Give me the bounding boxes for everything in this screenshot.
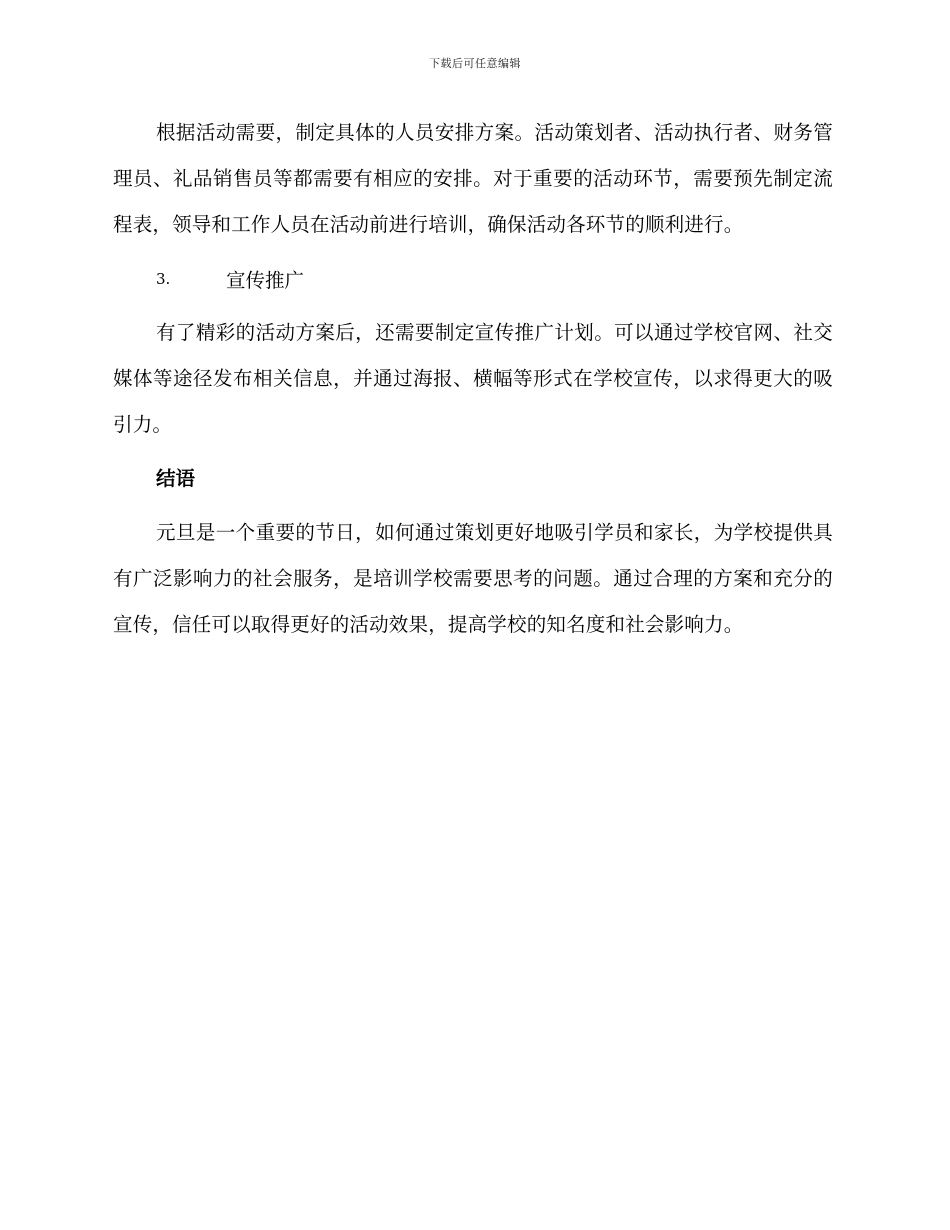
section-number: 3. <box>156 270 171 288</box>
section-heading-promotion <box>113 256 833 302</box>
document-body <box>113 110 833 656</box>
page-header: 下载后可任意编辑 <box>429 57 521 70</box>
paragraph-conclusion: 元旦是一个重要的节日，如何通过策划更好地吸引学员和家长，为学校提供具有广泛影响力的社会服务，是培训学校需要思考的问题。通过合理的方案和充分的宣传，信任可以取得更好的活动效果，提高学校的知名度和社会影响力。 <box>113 521 833 636</box>
paragraph-staffing: 根据活动需要，制定具体的人员安排方案。活动策划者、活动执行者、财务管理员、礼品销售员等都需要有相应的安排。对于重要的活动环节，需要预先制定流程表，领导和工作人员在活动前进行培训，确保活动各环节的顺利进行。 <box>113 121 833 236</box>
section-title: 宣传推广 <box>226 269 305 292</box>
conclusion-heading: 结语 <box>156 467 196 490</box>
paragraph-promotion: 有了精彩的活动方案后，还需要制定宣传推广计划。可以通过学校官网、社交媒体等途径发布相关信息，并通过海报、横幅等形式在学校宣传，以求得更大的吸引力。 <box>113 321 833 436</box>
